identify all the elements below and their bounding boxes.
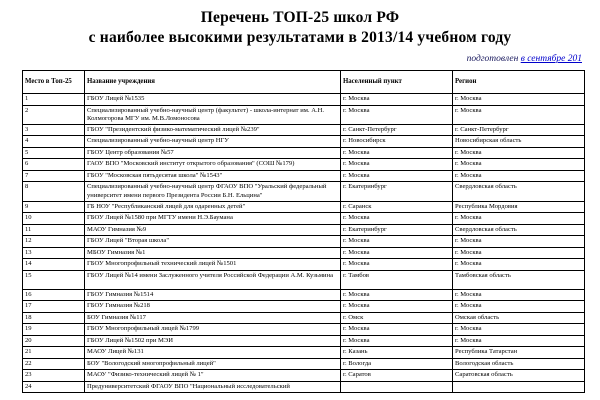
- cell-city: г. Москва: [341, 236, 453, 248]
- table-row: [23, 213, 585, 225]
- column-header-city: Населенный пункт: [341, 71, 453, 94]
- cell-city: г. Москва: [341, 170, 453, 182]
- cell-name: ГБОУ "Московская пятьдесятая школа" №1543": [85, 170, 341, 182]
- cell-name: ГБОУ Лицей №14 имени Заслуженного учителя Российской Федерации А.М. Кузьмина: [85, 270, 341, 289]
- table-row: [23, 381, 585, 393]
- cell-region: г. Москва: [453, 301, 585, 313]
- cell-region: Омская область: [453, 312, 585, 324]
- table-row: [23, 224, 585, 236]
- table-row: [23, 136, 585, 148]
- cell-rank: 11: [23, 224, 85, 236]
- cell-city: г. Москва: [341, 289, 453, 301]
- cell-region: г. Москва: [453, 105, 585, 124]
- cell-rank: 15: [23, 270, 85, 289]
- table-row: [23, 324, 585, 336]
- cell-city: г. Екатеринбург: [341, 224, 453, 236]
- cell-city: [341, 381, 453, 393]
- table-row: [23, 170, 585, 182]
- column-header-rank: Место в Топ-25: [23, 71, 85, 94]
- cell-rank: 24: [23, 381, 85, 393]
- cell-rank: 6: [23, 159, 85, 171]
- cell-region: Новосибирская область: [453, 136, 585, 148]
- cell-region: г. Москва: [453, 247, 585, 259]
- table-header-row: [23, 71, 585, 94]
- table-row: [23, 347, 585, 359]
- cell-rank: 19: [23, 324, 85, 336]
- table-row: [23, 159, 585, 171]
- subtitle-note: [0, 48, 600, 68]
- cell-region: Республика Мордовия: [453, 201, 585, 213]
- cell-rank: 5: [23, 147, 85, 159]
- cell-city: г. Вологда: [341, 358, 453, 370]
- cell-region: Саратовская область: [453, 370, 585, 382]
- cell-name: Предуниверситетский ФГАОУ ВПО "Национальный исследовательский: [85, 381, 341, 393]
- cell-rank: 13: [23, 247, 85, 259]
- cell-city: г. Новосибирск: [341, 136, 453, 148]
- cell-city: г. Москва: [341, 259, 453, 271]
- cell-rank: 12: [23, 236, 85, 248]
- cell-city: г. Москва: [341, 247, 453, 259]
- column-header-region: Регион: [453, 71, 585, 94]
- cell-rank: 1: [23, 94, 85, 106]
- cell-name: ГБОУ Многопрофильный технический лицей №1501: [85, 259, 341, 271]
- cell-name: ГБОУ Центр образования №57: [85, 147, 341, 159]
- table-row: [23, 312, 585, 324]
- cell-region: Свердловская область: [453, 182, 585, 201]
- table-row: [23, 259, 585, 271]
- cell-rank: 20: [23, 335, 85, 347]
- column-header-name: Название учреждения: [85, 71, 341, 94]
- cell-city: г. Москва: [341, 324, 453, 336]
- cell-rank: 23: [23, 370, 85, 382]
- cell-name: ГБОУ Лицей №1502 при МЭИ: [85, 335, 341, 347]
- cell-name: ГБОУ Многопрофильный лицей №1799: [85, 324, 341, 336]
- cell-city: г. Саранск: [341, 201, 453, 213]
- cell-region: Тамбовская область: [453, 270, 585, 289]
- cell-rank: 3: [23, 124, 85, 136]
- cell-rank: 18: [23, 312, 85, 324]
- cell-rank: 14: [23, 259, 85, 271]
- cell-region: г. Москва: [453, 159, 585, 171]
- cell-name: Специализированный учебно-научный центр НГУ: [85, 136, 341, 148]
- cell-rank: 7: [23, 170, 85, 182]
- cell-rank: 16: [23, 289, 85, 301]
- cell-city: г. Москва: [341, 94, 453, 106]
- cell-region: Свердловская область: [453, 224, 585, 236]
- subtitle-prefix: подготовлен: [466, 54, 521, 64]
- top25-schools-table: [22, 70, 585, 393]
- cell-city: г. Москва: [341, 147, 453, 159]
- cell-name: МАОУ Гимназия №9: [85, 224, 341, 236]
- cell-region: г. Москва: [453, 335, 585, 347]
- subtitle-link[interactable]: в сентябре 201: [520, 54, 582, 64]
- cell-name: ГБ НОУ "Республиканский лицей для одаренных детей": [85, 201, 341, 213]
- table-row: [23, 289, 585, 301]
- cell-rank: 21: [23, 347, 85, 359]
- cell-name: ГБОУ Лицей №1535: [85, 94, 341, 106]
- cell-name: ГБОУ Гимназия №1514: [85, 289, 341, 301]
- cell-city: г. Санкт-Петербург: [341, 124, 453, 136]
- table-row: [23, 301, 585, 313]
- cell-name: ГБОУ Гимназия №218: [85, 301, 341, 313]
- table-row: [23, 94, 585, 106]
- cell-city: г. Москва: [341, 159, 453, 171]
- cell-name: Специализированный учебно-научный центр (факультет) - школа-интернат им. А.Н. Колмогорова МГУ им. М.В.Ломоносова: [85, 105, 341, 124]
- cell-region: г. Москва: [453, 213, 585, 225]
- table-body: [23, 94, 585, 393]
- cell-region: г. Москва: [453, 259, 585, 271]
- table-row: [23, 335, 585, 347]
- table-row: [23, 201, 585, 213]
- cell-region: г. Москва: [453, 324, 585, 336]
- cell-rank: 2: [23, 105, 85, 124]
- cell-rank: 9: [23, 201, 85, 213]
- cell-name: МАОУ "Физико-технический лицей № 1": [85, 370, 341, 382]
- cell-city: г. Москва: [341, 105, 453, 124]
- cell-region: Республика Татарстан: [453, 347, 585, 359]
- cell-city: г. Москва: [341, 213, 453, 225]
- page-title-line-2: с наиболее высокими результатами в 2013/14 учебном году: [88, 29, 512, 46]
- cell-name: БОУ Гимназия №117: [85, 312, 341, 324]
- cell-rank: 4: [23, 136, 85, 148]
- table-row: [23, 124, 585, 136]
- cell-region: г. Москва: [453, 236, 585, 248]
- cell-rank: 22: [23, 358, 85, 370]
- cell-name: БОУ "Вологодский многопрофильный лицей": [85, 358, 341, 370]
- cell-rank: 8: [23, 182, 85, 201]
- cell-city: г. Тамбов: [341, 270, 453, 289]
- cell-city: г. Казань: [341, 347, 453, 359]
- cell-name: ГАОУ ВПО "Московский институт открытого образования" (СОШ №179): [85, 159, 341, 171]
- cell-name: МБОУ Гимназия №1: [85, 247, 341, 259]
- cell-name: МАОУ Лицей №131: [85, 347, 341, 359]
- table-row: [23, 247, 585, 259]
- table-row: [23, 182, 585, 201]
- table-row: [23, 270, 585, 289]
- cell-name: ГБОУ "Президентский физико-математический лицей №239": [85, 124, 341, 136]
- table-row: [23, 147, 585, 159]
- table-row: [23, 105, 585, 124]
- cell-city: г. Омск: [341, 312, 453, 324]
- table-row: [23, 358, 585, 370]
- cell-name: ГБОУ Лицей №1580 при МГТУ имени Н.Э.Баумана: [85, 213, 341, 225]
- cell-region: Вологодская область: [453, 358, 585, 370]
- cell-name: ГБОУ Лицей "Вторая школа": [85, 236, 341, 248]
- table-row: [23, 236, 585, 248]
- table-row: [23, 370, 585, 382]
- cell-region: [453, 381, 585, 393]
- cell-region: г. Москва: [453, 289, 585, 301]
- cell-region: г. Санкт-Петербург: [453, 124, 585, 136]
- cell-region: г. Москва: [453, 94, 585, 106]
- cell-rank: 17: [23, 301, 85, 313]
- cell-city: г. Екатеринбург: [341, 182, 453, 201]
- cell-city: г. Москва: [341, 335, 453, 347]
- cell-name: Специализированный учебно-научный центр ФГАОУ ВПО "Уральский федеральный университет имени первого Президента России Б.Н. Ельцина": [85, 182, 341, 201]
- cell-region: г. Москва: [453, 147, 585, 159]
- page-title-line-1: Перечень ТОП-25 школ РФ: [200, 9, 400, 26]
- cell-rank: 10: [23, 213, 85, 225]
- cell-city: г. Москва: [341, 301, 453, 313]
- cell-city: г. Саратов: [341, 370, 453, 382]
- title-block: [0, 0, 600, 48]
- cell-region: г. Москва: [453, 170, 585, 182]
